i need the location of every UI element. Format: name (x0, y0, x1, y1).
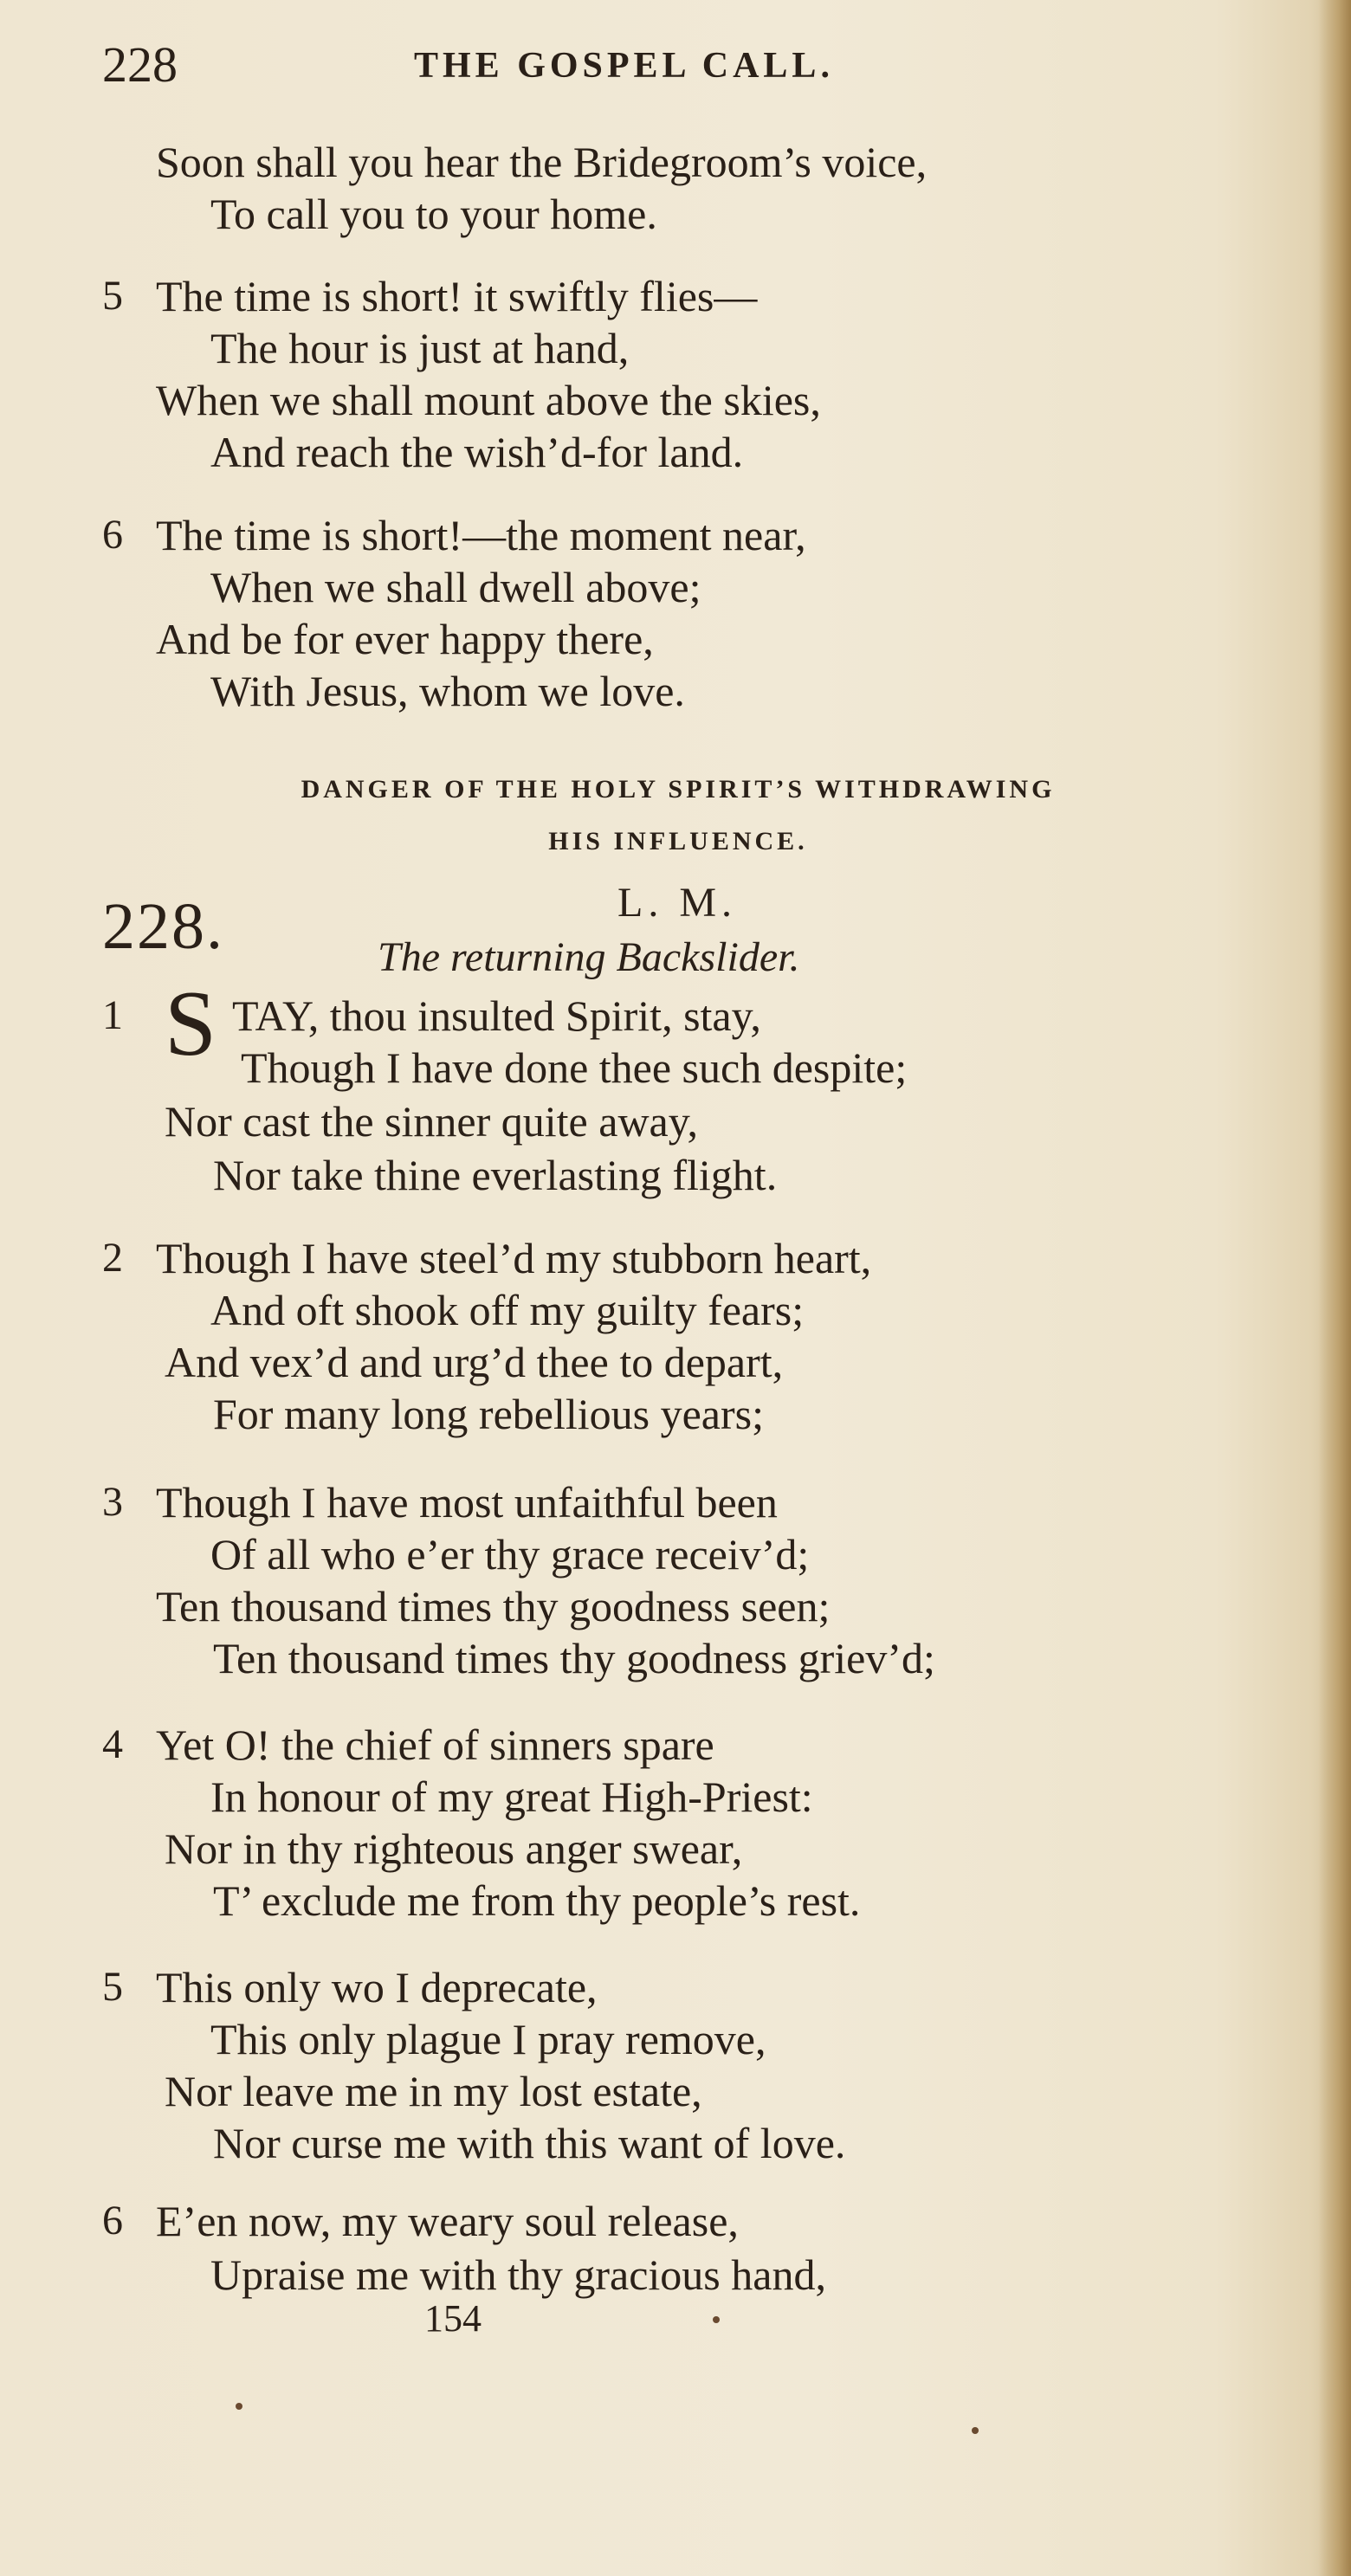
verse-line: Though I have most unfaithful been (156, 1478, 778, 1527)
verse-number: 6 (102, 2198, 123, 2244)
verse-number: 3 (102, 1479, 123, 1525)
hymn-number: 228. (102, 890, 224, 963)
ink-speck (713, 2316, 720, 2323)
verse-number: 4 (102, 1721, 123, 1767)
verse-line: And be for ever happy there, (156, 615, 654, 663)
hymn-meter: L. M. (617, 880, 737, 926)
verse-line: Ten thousand times thy goodness seen; (156, 1582, 831, 1630)
verse-line: The time is short!—the moment near, (156, 511, 806, 559)
verse-line: Nor leave me in my lost estate, (165, 2067, 702, 2115)
verse-line: E’en now, my weary soul release, (156, 2197, 739, 2245)
verse-line: To call you to your home. (210, 190, 657, 238)
verse-line: Though I have steel’d my stubborn heart, (156, 1234, 872, 1282)
verse-line: Nor in thy righteous anger swear, (165, 1824, 743, 1873)
verse-line: With Jesus, whom we love. (210, 667, 685, 715)
verse-line: The time is short! it swiftly flies— (156, 272, 758, 320)
ink-speck (236, 2403, 242, 2410)
verse-line: In honour of my great High-Priest: (210, 1772, 813, 1821)
section-title-line: DANGER OF THE HOLY SPIRIT’S WITHDRAWING (301, 775, 1056, 804)
verse-line: When we shall dwell above; (210, 563, 701, 611)
verse-line: Nor take thine everlasting flight. (213, 1151, 778, 1199)
page-header (102, 35, 1211, 95)
verse-line: And oft shook off my guilty fears; (210, 1286, 805, 1334)
verse-number: 5 (102, 273, 123, 319)
verse-line: Soon shall you hear the Bridegroom’s voice, (156, 138, 928, 186)
verse-line: T’ exclude me from thy people’s rest. (213, 1876, 861, 1925)
verse-line: And vex’d and urg’d thee to depart, (165, 1338, 784, 1386)
verse-number: 6 (102, 512, 123, 558)
verse-line: TAY, thou insulted Spirit, stay, (232, 991, 761, 1040)
page-number: 228 (102, 36, 178, 93)
verse-line: This only plague I pray remove, (210, 2015, 766, 2063)
page-spine-shadow (1318, 0, 1351, 2576)
verse-line: Upraise me with thy gracious hand, (210, 2250, 826, 2299)
verse-line: Nor cast the sinner quite away, (165, 1097, 698, 1146)
verse-line: Ten thousand times thy goodness griev’d; (213, 1634, 935, 1682)
verse-line: For many long rebellious years; (213, 1390, 764, 1438)
verse-line: Yet O! the chief of sinners spare (156, 1721, 714, 1769)
verse-number: 5 (102, 1964, 123, 2010)
verse-line: When we shall mount above the skies, (156, 376, 821, 424)
verse-line: And reach the wish’d-for land. (210, 428, 744, 476)
signature-mark: 154 (424, 2297, 482, 2340)
ink-speck (972, 2427, 979, 2434)
verse-number: 1 (102, 992, 123, 1038)
verse-line: Though I have done thee such despite; (241, 1043, 908, 1092)
verse-line: Nor curse me with this want of love. (213, 2119, 846, 2167)
verse-line: Of all who e’er thy grace receiv’d; (210, 1530, 810, 1579)
section-title-line: HIS INFLUENCE. (548, 827, 808, 855)
running-title: THE GOSPEL CALL. (414, 46, 834, 86)
verse-number: 2 (102, 1235, 123, 1281)
hymn-subtitle: The returning Backslider. (378, 934, 800, 980)
drop-cap: S (165, 972, 217, 1075)
verse-line: This only wo I deprecate, (156, 1963, 598, 2011)
verse-line: The hour is just at hand, (210, 324, 630, 372)
